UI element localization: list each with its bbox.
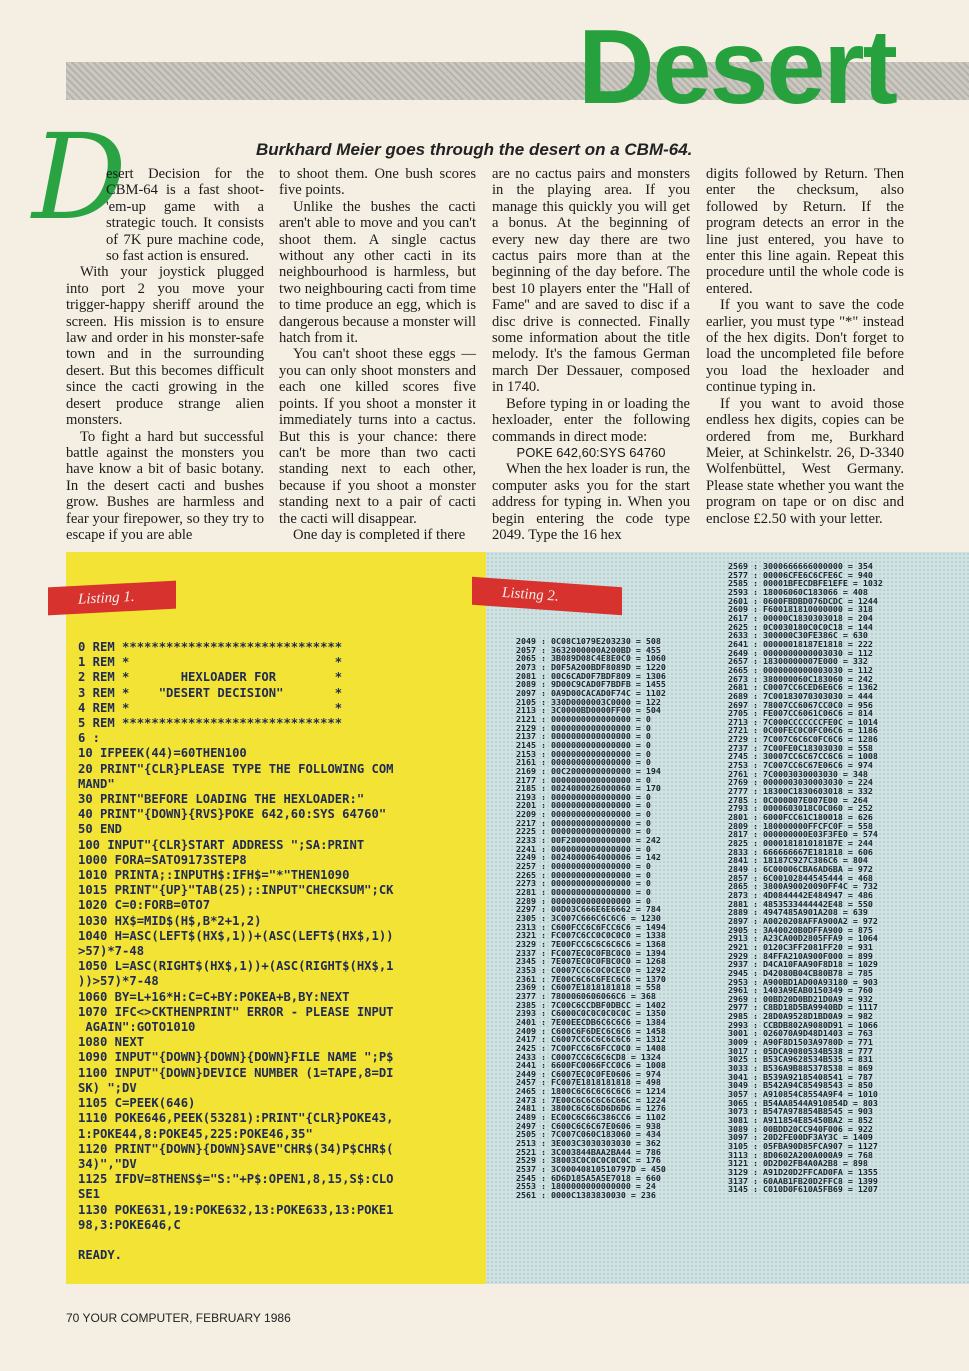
code-line: 2825 : 0000181810181B7E = 244 bbox=[728, 838, 873, 848]
code-line: 2689 : 7C00183070303030 = 444 bbox=[728, 690, 873, 701]
paragraph: esert Decision for the CBM-64 is a fast shoot-'em-up game with a strategic touch. It consists of 7K pure machine code, so fast action is ensured. bbox=[106, 166, 264, 265]
code-line: 2793 : 0000603018C0C060 = 252 bbox=[728, 803, 873, 814]
code-line: 2361 : 7E00C6C6C6FEC6C6 = 1370 bbox=[516, 973, 666, 984]
code-line: 2081 : 00C6CAD0F7BDF809 = 1306 bbox=[516, 670, 666, 681]
code-line: 2737 : 7C00FE0C18303030 = 558 bbox=[728, 742, 873, 753]
code-line: 2161 : 0000000000000000 = 0 bbox=[516, 757, 651, 768]
code-line: 2977 : C8BD18D5BA9940BD = 1117 bbox=[728, 1002, 878, 1013]
code-line: 2305 : 3C007C666C6C6C6 = 1230 bbox=[516, 913, 661, 923]
code-line: 2777 : 18300C1830603018 = 332 bbox=[728, 786, 873, 797]
code-line: 3113 : 8D0602A200A000A9 = 768 bbox=[728, 1149, 873, 1160]
code-line: 20 PRINT"{CLR}PLEASE TYPE THE FOLLOWING COM bbox=[78, 761, 394, 776]
code-line: 2169 : 00C2000000000000 = 194 bbox=[516, 765, 661, 776]
code-line: 0 REM ****************************** bbox=[78, 640, 343, 654]
code-line: 2857 : 6C00102844545444 = 468 bbox=[728, 872, 873, 883]
code-line: 2337 : FC007EC0C0FBC0C0 = 1394 bbox=[516, 947, 666, 958]
article-column-1 bbox=[66, 166, 264, 543]
code-line: 2145 : 0000000000000000 = 0 bbox=[516, 739, 651, 750]
code-line: 2473 : 7E00C6C6C6C6C66C = 1224 bbox=[516, 1094, 666, 1105]
code-line: 2753 : 7C007CC6C67E06C6 = 974 bbox=[728, 760, 873, 771]
article-column-3 bbox=[492, 166, 690, 543]
code-line: 3145 : C010D0F610A5FB69 = 1207 bbox=[728, 1184, 878, 1195]
code-line: 2369 : C6007E1818181818 = 558 bbox=[516, 982, 661, 993]
code-line: 2713 : 7C000CCCCCCCFE0C = 1014 bbox=[728, 716, 878, 727]
code-line: 40 PRINT"{DOWN}{RVS}POKE 642,60:SYS 64760" bbox=[78, 807, 387, 822]
code-line: 2457 : FC007E1818181818 = 498 bbox=[516, 1077, 661, 1088]
code-line: 2385 : 7C00C6CCDBF0DBCC = 1402 bbox=[516, 999, 666, 1010]
code-line: 2065 : 3B089D08C4E8E0C0 = 1060 bbox=[516, 653, 666, 664]
code-line: 3009 : A90F8D1503A9780D = 771 bbox=[728, 1037, 873, 1048]
code-line: 2433 : C0007CC6C6C6CD8 = 1324 bbox=[516, 1051, 661, 1062]
paragraph: When the hex loader is run, the computer asks you for the start address for typing in. When you begin entering the code type 2049. Type the 16 hex bbox=[492, 461, 690, 543]
code-line: 30 PRINT"BEFORE LOADING THE HEXLOADER:" bbox=[78, 792, 365, 807]
code-line: 1010 PRINTA;:INPUTH$:IFH$="*"THEN1090 bbox=[78, 868, 350, 883]
code-line: 2097 : 0A9D00CACAD0F74C = 1102 bbox=[516, 687, 666, 698]
code-line: 2449 : C6007EC0C0FE0606 = 974 bbox=[516, 1068, 661, 1079]
code-line: 2993 : CCBDB802A9080D91 = 1066 bbox=[728, 1019, 878, 1030]
command-line: POKE 642,60:SYS 64760 bbox=[516, 444, 666, 460]
code-line: READY. bbox=[78, 1248, 123, 1263]
code-line: 2641 : 00000018187E1818 = 222 bbox=[728, 638, 873, 649]
code-line: 2289 : 0000000000000000 = 0 bbox=[516, 895, 651, 906]
paragraph: If you want to save the code earlier, you must type "*" instead of the hex digits. Don't forget to load the uncompleted file before you load the hexloader and continue typing in. bbox=[706, 297, 904, 396]
code-line: 2921 : 0120C3FF2081FF20 = 931 bbox=[728, 941, 873, 952]
code-line: AGAIN":GOTO1010 bbox=[78, 1020, 196, 1035]
code-line: 2881 : 4853533444442E48 = 550 bbox=[728, 898, 873, 909]
code-line: 1:POKE44,8:POKE45,225:POKE46,35" bbox=[78, 1126, 313, 1141]
code-line: 2953 : A900BD1AD00A93180 = 903 bbox=[728, 976, 878, 987]
code-line: 2945 : D42080B04CB80B78 = 785 bbox=[728, 967, 873, 978]
code-line: 2633 : 300000C30FE386C = 630 bbox=[728, 630, 868, 641]
code-line: 4 REM * * bbox=[78, 700, 343, 715]
listing-1-label: Listing 1. bbox=[48, 581, 176, 616]
code-line: 2313 : C600FCC6C6FCC6C6 = 1494 bbox=[516, 921, 666, 932]
code-line: 2049 : 0C08C1079E203230 = 508 bbox=[516, 636, 661, 646]
code-line: 2817 : 000000000E03F3FE0 = 574 bbox=[728, 829, 878, 840]
article-column-4 bbox=[706, 166, 904, 527]
code-line: 1110 POKE646,PEEK(53281):PRINT"{CLR}POKE43, bbox=[78, 1111, 394, 1126]
code-line: 2113 : 3C0000BD0000FF00 = 504 bbox=[516, 705, 661, 716]
code-line: 2577 : 00006CFE6C6CFE6C = 940 bbox=[728, 569, 873, 580]
code-line: 2489 : EC00C6C66C386CC6 = 1102 bbox=[516, 1112, 666, 1123]
code-line: 2521 : 3C003844BAA2BA44 = 786 bbox=[516, 1146, 661, 1157]
code-line: 2281 : 0000000000000000 = 0 bbox=[516, 887, 651, 898]
code-line: 2441 : 6600FC0066FCC0C6 = 1008 bbox=[516, 1060, 666, 1071]
article-column-2 bbox=[279, 166, 476, 543]
code-line: 2201 : 0000000000000000 = 0 bbox=[516, 800, 651, 811]
code-line: 2177 : 0000000000000000 = 0 bbox=[516, 774, 651, 785]
code-line: 2721 : 0C00FEC0C0FC06C6 = 1186 bbox=[728, 725, 878, 736]
code-line: 2617 : 00000C1830303018 = 204 bbox=[728, 612, 873, 623]
code-line: 3073 : B547A978854B8545 = 903 bbox=[728, 1106, 873, 1117]
code-line: 50 END bbox=[78, 822, 123, 837]
code-line: 10 IFPEEK(44)=60THEN100 bbox=[78, 746, 247, 761]
code-line: 2233 : 00F2000000000000 = 242 bbox=[516, 835, 661, 846]
code-line: 1020 C=0:FORB=0TO7 bbox=[78, 898, 211, 913]
code-line: 2961 : 1403A9EAB0150349 = 760 bbox=[728, 985, 873, 996]
listing-1-code bbox=[78, 640, 478, 1263]
code-line: 1090 INPUT"{DOWN}{DOWN}{DOWN}FILE NAME ";P$ bbox=[78, 1050, 394, 1065]
article-byline: Burkhard Meier goes through the desert on a CBM-64. bbox=[256, 140, 693, 159]
code-line: 1000 FORA=SATO9173STEP8 bbox=[78, 852, 247, 867]
code-line: 2585 : 00001BFECDBFE1EFE = 1032 bbox=[728, 578, 883, 589]
code-line: SE1 bbox=[78, 1187, 101, 1202]
code-line: 2505 : 7C007C060C183060 = 434 bbox=[516, 1129, 661, 1140]
listing-2-hex-left bbox=[516, 637, 666, 1200]
article-title: Desert bbox=[578, 8, 896, 126]
code-line: 2393 : C6000C0C0C0C0C0C = 1350 bbox=[516, 1008, 666, 1019]
code-line: 2905 : 3A40020B0DFFA900 = 875 bbox=[728, 924, 873, 935]
code-line: 2929 : 84FFA210A900F000 = 899 bbox=[728, 950, 873, 961]
code-line: 2425 : 7C00FCC6C6FCC0C0 = 1408 bbox=[516, 1042, 666, 1053]
code-line: 2673 : 380000060C183060 = 242 bbox=[728, 673, 873, 684]
paragraph: If you want to avoid those endless hex digits, copies can be ordered from me, Burkhard Meier, at Schinkelstr. 26, D-3340 Wolfenbüttel, West Germany. Please state whether you want the program on tape or on disc and enclose £2.50 with your letter. bbox=[706, 395, 904, 527]
paragraph: digits followed by Return. Then enter the checksum, also followed by Return. If the program detects an error in the line just entered, you have to enter this line again. Repeat this procedure until the whole code is entered. bbox=[706, 166, 904, 297]
code-line: 2193 : 0000000000000000 = 0 bbox=[516, 791, 651, 802]
code-line: 2377 : 7800060606066C6 = 368 bbox=[516, 990, 656, 1001]
listing-2-hex-right bbox=[728, 562, 883, 1194]
code-line: 2809 : 180000000FFCFC0F = 558 bbox=[728, 820, 873, 831]
code-line: 2409 : C600C6F6DEC6C6C6 = 1458 bbox=[516, 1025, 666, 1036]
code-line: 2561 : 0000C1383830030 = 236 bbox=[516, 1190, 656, 1200]
code-line: 2241 : 0000000000000000 = 0 bbox=[516, 843, 651, 854]
code-line: 2345 : 7E007EC0C0FBC0C0 = 1268 bbox=[516, 956, 666, 967]
code-line: 2625 : 0C0030180C0C0C18 = 144 bbox=[728, 621, 873, 632]
code-line: 2257 : 0000000000000000 = 0 bbox=[516, 861, 651, 872]
code-line: 2321 : FC007C6CC0C0C0C0 = 1338 bbox=[516, 930, 666, 941]
code-line: 2657 : 18300000007E000 = 332 bbox=[728, 656, 868, 667]
code-line: 1 REM * * bbox=[78, 655, 343, 670]
code-line: 2481 : 3800C6C6C6D6D6D6 = 1276 bbox=[516, 1103, 666, 1114]
code-line: 3121 : 0D2D02FB4A0A2B8 = 898 bbox=[728, 1158, 868, 1169]
code-line bbox=[78, 1233, 478, 1248]
code-line: 1030 HX$=MID$(H$,B*2+1,2) bbox=[78, 913, 262, 928]
code-line: 2217 : 0000000000000000 = 0 bbox=[516, 817, 651, 828]
code-line: 3 REM * "DESERT DECISION" * bbox=[78, 685, 343, 700]
code-line: 2225 : 0000000000000000 = 0 bbox=[516, 826, 651, 837]
code-line: 2553 : 1800000000000000 = 24 bbox=[516, 1181, 656, 1192]
code-line: 2249 : 0024000064000006 = 142 bbox=[516, 852, 661, 863]
code-line: 2609 : F600181810000000 = 318 bbox=[728, 604, 873, 615]
code-line: 2529 : 38003C0C0C0C0C0C = 176 bbox=[516, 1155, 661, 1166]
paragraph: You can't shoot these eggs — you can only shoot monsters and each one killed scores five points. If you shoot a monster it immediately turns into a cactus. But this is your chance: there can't be more than two cacti standing next to each other, because if you shoot a monster standing next to a pair of cacti the cacti will disappear. bbox=[279, 346, 476, 527]
code-line: 2801 : 6000FCC61C180018 = 626 bbox=[728, 812, 873, 823]
code-line: 2769 : 0000003030003030 = 224 bbox=[728, 777, 873, 788]
code-line: 2761 : 7C0003030003030 = 348 bbox=[728, 768, 868, 779]
code-line: 1100 INPUT"{DOWN}DEVICE NUMBER (1=TAPE,8=DI bbox=[78, 1065, 394, 1080]
paragraph: With your joystick plugged into port 2 you move your trigger-happy sheriff around the screen. His mission is to ensure law and order in his monster-safe town and in the surrounding desert. But this becomes difficult since the cacti growing in the desert produce strange alien monsters. bbox=[66, 264, 264, 429]
code-line: 3129 : A91D20D2FFCAD0FA = 1355 bbox=[728, 1166, 878, 1177]
code-line: 3065 : B54AA8544A910854D = 803 bbox=[728, 1097, 878, 1108]
code-line: 2537 : 3C00040810510797D = 450 bbox=[516, 1164, 666, 1175]
code-line: SK) ";DV bbox=[78, 1080, 137, 1095]
code-line: 2785 : 0C000007E007E00 = 264 bbox=[728, 794, 868, 805]
code-line: 2073 : D0F5A200BDF8089D = 1220 bbox=[516, 661, 666, 672]
code-line: 2089 : 9D00C9CAD0F7BDFB = 1455 bbox=[516, 679, 666, 690]
code-line: ))>57)*7-48 bbox=[78, 974, 159, 989]
code-line: 98,3:POKE646,C bbox=[78, 1217, 181, 1232]
code-line: 2601 : 0600FBDBD076DCDC = 1244 bbox=[728, 595, 878, 606]
code-line: 34)","DV bbox=[78, 1156, 137, 1171]
code-line: 2593 : 18006060C183066 = 408 bbox=[728, 586, 868, 597]
code-line: 2265 : 0000000000000000 = 0 bbox=[516, 869, 651, 880]
code-line: 2209 : 0000000000000000 = 0 bbox=[516, 809, 651, 820]
code-line: 2121 : 0000000000000000 = 0 bbox=[516, 713, 651, 724]
code-line: 1080 NEXT bbox=[78, 1035, 145, 1050]
code-line: 3057 : A910854C8554A9F4 = 1010 bbox=[728, 1089, 878, 1100]
code-line: 1125 IFDV=8THENS$="S:"+P$:OPEN1,8,15,S$:CLO bbox=[78, 1172, 394, 1187]
code-line: 2153 : 0000000000000000 = 0 bbox=[516, 748, 651, 759]
paragraph: One day is completed if there bbox=[293, 526, 466, 543]
code-line: 2569 : 3000666666000000 = 354 bbox=[728, 561, 873, 571]
code-line: 1050 L=ASC(RIGHT$(HX$,1))+(ASC(RIGHT$(HX$,1 bbox=[78, 959, 394, 974]
code-line: 2969 : 00BD20D0BD21D0A9 = 932 bbox=[728, 993, 873, 1004]
listing-2-label: Listing 2. bbox=[472, 577, 622, 615]
code-line: 1070 IFC<>CKTHENPRINT" ERROR - PLEASE INPUT bbox=[78, 1004, 394, 1019]
code-line: 2985 : 28D0A9528D1BD0A9 = 982 bbox=[728, 1011, 873, 1022]
code-line: 2833 : 666666667E181818 = 606 bbox=[728, 846, 873, 857]
code-line: 6 : bbox=[78, 731, 101, 746]
code-line: 3017 : 05DCA9080534B538 = 777 bbox=[728, 1045, 873, 1056]
code-line: 3025 : B53CA9628534B535 = 831 bbox=[728, 1054, 873, 1065]
code-line: 2873 : 4D0844442E484947 = 486 bbox=[728, 889, 873, 900]
code-line: 1040 H=ASC(LEFT$(HX$,1))+(ASC(LEFT$(HX$,1)) bbox=[78, 928, 394, 943]
code-line: 2497 : C600C6C6C67E0606 = 938 bbox=[516, 1120, 661, 1131]
page-footer: 70 YOUR COMPUTER, FEBRUARY 1986 bbox=[66, 1311, 291, 1325]
code-line: 3041 : B539A92185408541 = 787 bbox=[728, 1071, 873, 1082]
code-line: >57)*7-48 bbox=[78, 944, 145, 959]
code-line: 2401 : 7E00EECDB6C6C6C6 = 1384 bbox=[516, 1016, 666, 1027]
paragraph: Before typing in or loading the hexloader, enter the following commands in direct mode: bbox=[492, 395, 690, 445]
code-line: 2417 : C6007CC6C6C6C6C6 = 1312 bbox=[516, 1034, 666, 1045]
code-line: 2513 : 3E003C3030303030 = 362 bbox=[516, 1138, 661, 1149]
code-line: 3049 : B542A94C85498543 = 850 bbox=[728, 1080, 873, 1091]
code-line: 2913 : A23CA00D2805FFA9 = 1064 bbox=[728, 933, 878, 944]
code-line: 3001 : 026070A9D48D1403 = 763 bbox=[728, 1028, 873, 1039]
code-line: 2 REM * HEXLOADER FOR * bbox=[78, 670, 343, 685]
code-line: 2697 : 78007CC6067CC0C0 = 956 bbox=[728, 699, 873, 710]
code-line: 3137 : 60AAB1FB20D2FFC8 = 1399 bbox=[728, 1175, 878, 1186]
code-line: 2649 : 0000000000003030 = 112 bbox=[728, 647, 873, 658]
code-line: 2729 : 7C007C6C6C0FC6C6 = 1286 bbox=[728, 734, 878, 745]
code-line: 2841 : 18187C927C386C6 = 804 bbox=[728, 855, 868, 866]
code-line: 2329 : 7E00FCC6C6C6C6C6 = 1368 bbox=[516, 938, 666, 949]
code-line: 2129 : 0000000000000000 = 0 bbox=[516, 722, 651, 733]
code-line: 1015 PRINT"{UP}"TAB(25);:INPUT"CHECKSUM";CK bbox=[78, 883, 394, 898]
code-line: 2849 : 6C00006CBA6AD6BA = 972 bbox=[728, 863, 873, 874]
code-line: 3033 : B536A9B885378538 = 869 bbox=[728, 1063, 873, 1074]
code-line: 3105 : 05FBA90D85FCA907 = 1127 bbox=[728, 1140, 878, 1151]
paragraph: to shoot them. One bush scores five points. bbox=[279, 166, 476, 199]
code-line: 2937 : D4CA10FAA90F8D18 = 1029 bbox=[728, 959, 878, 970]
code-line: 2889 : 4947485A901A208 = 639 bbox=[728, 907, 868, 918]
code-line: 100 INPUT"{CLR}START ADDRESS ";SA:PRINT bbox=[78, 837, 365, 852]
code-line: 2681 : C0007CC6CED6E6C6 = 1362 bbox=[728, 682, 878, 693]
code-line: 2273 : 0000000000000000 = 0 bbox=[516, 878, 651, 889]
code-line: 1120 PRINT"{DOWN}{DOWN}SAVE"CHR$(34)P$CHR$( bbox=[78, 1141, 394, 1156]
code-line: 2705 : FE007CC6061C06C6 = 814 bbox=[728, 708, 873, 719]
code-line: 5 REM ****************************** bbox=[78, 716, 343, 731]
code-line: MAND" bbox=[78, 776, 115, 791]
paragraph: Unlike the bushes the cacti aren't able to move and you can't shoot them. A single cactus without any other cacti in its neighbourhood is harmless, but two neighbouring cacti from time to time produce an egg, which is dangerous because a monster will hatch from it. bbox=[279, 198, 476, 347]
code-line: 1060 BY=L+16*H:C=C+BY:POKEA+B,BY:NEXT bbox=[78, 989, 350, 1004]
code-line: 3097 : 20D2FE00DF3AY3C = 1409 bbox=[728, 1132, 873, 1143]
code-line: 2865 : 3800A90020090FF4C = 732 bbox=[728, 881, 878, 892]
code-line: 2105 : 330D0000003C0000 = 122 bbox=[516, 696, 661, 707]
code-line: 1130 POKE631,19:POKE632,13:POKE633,13:POKE1 bbox=[78, 1202, 394, 1217]
code-line: 2897 : A0020208AFFA900A2 = 972 bbox=[728, 915, 878, 926]
code-line: 3089 : 00BDD20CC940F006 = 922 bbox=[728, 1123, 873, 1134]
code-line: 2353 : C0007CC6C0C0CEC0 = 1292 bbox=[516, 964, 666, 975]
code-line: 2545 : 6D6D185A5A5E7018 = 660 bbox=[516, 1172, 661, 1183]
code-line: 1105 C=PEEK(646) bbox=[78, 1096, 196, 1111]
code-line: 2297 : 00D03C666E6E6662 = 784 bbox=[516, 904, 661, 915]
code-line: 2745 : 30007CC6C67CC6C6 = 1008 bbox=[728, 751, 878, 762]
code-line: 2137 : 0000000000000000 = 0 bbox=[516, 731, 651, 742]
code-line: 2057 : 3632000000A200BD = 455 bbox=[516, 644, 661, 655]
code-line: 2465 : 1800C6C6C6C6C6C6 = 1214 bbox=[516, 1086, 666, 1097]
code-line: 2665 : 0000000000003030 = 112 bbox=[728, 664, 873, 675]
code-line: 3081 : A911854E85450BA2 = 852 bbox=[728, 1115, 873, 1125]
drop-cap: D bbox=[32, 108, 127, 246]
code-line: 2185 : 0024000026000060 = 170 bbox=[516, 783, 661, 794]
paragraph: To fight a hard but successful battle against the monsters you have know a bit of basic botany. In the desert cacti and bushes grow. Bushes are harmless and fear your firepower, so they try to escape if you are able bbox=[66, 428, 264, 543]
paragraph: are no cactus pairs and monsters in the playing area. If you manage this quickly you will get a bonus. At the beginning of every new day there are two cactus pairs more than at the beginning of the day before. The best 10 players enter the ''Hall of Fame'' and are saved to disc if a disc drive is connected. Finally some information about the title melody. It's the famous German march Der Dessauer, composed in 1740. bbox=[492, 166, 690, 396]
